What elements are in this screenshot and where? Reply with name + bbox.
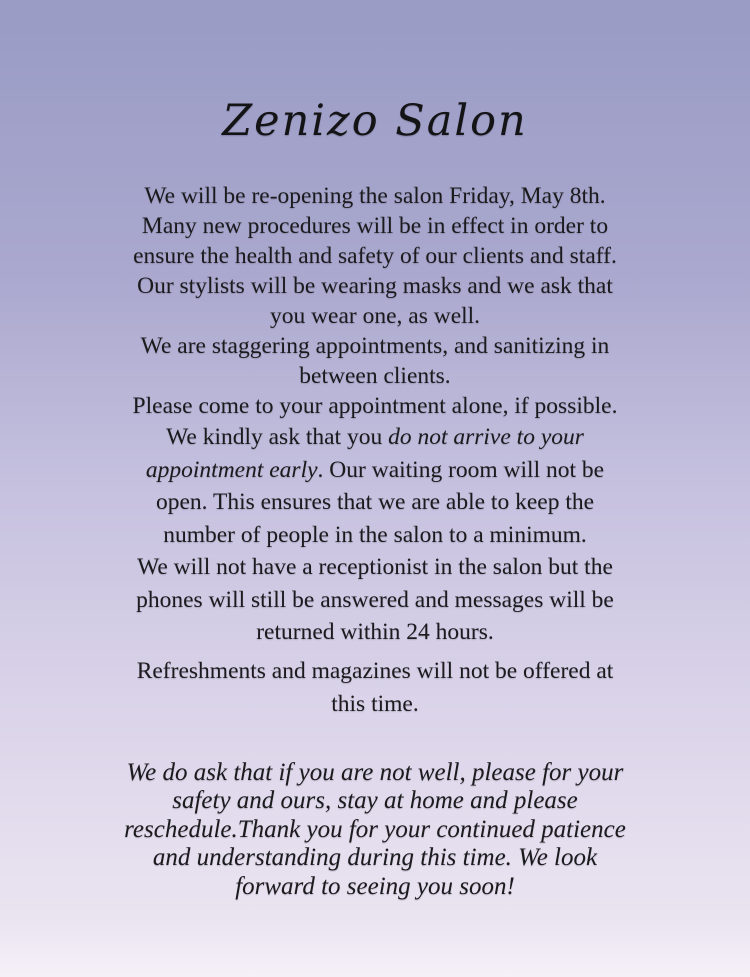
notice-line: [0, 873, 750, 902]
notice-line: [0, 616, 750, 649]
notice-text-segment: and understanding during this time. We look: [152, 844, 598, 871]
notice-text-segment: do not arrive to your: [388, 424, 584, 450]
notice-text-segment: Many new procedures will be in effect in order to: [141, 213, 609, 239]
notice-line: [0, 787, 750, 816]
notice-line: [0, 331, 750, 361]
notice-text-segment: Refreshments and magazines will not be offered at: [136, 657, 614, 684]
notice-line: [0, 759, 750, 788]
notice-line: [0, 454, 750, 487]
notice-text-segment: We kindly ask that you: [166, 424, 389, 450]
salon-title: Zenizo Salon: [222, 96, 528, 146]
notice-text-segment: between clients.: [299, 363, 451, 389]
notice-text-segment: Our stylists will be wearing masks and we ask that: [137, 273, 613, 299]
notice-line: [0, 361, 750, 391]
notice-paragraph-policies: [0, 421, 750, 649]
notice-line: [0, 391, 750, 421]
notice-line: [0, 301, 750, 331]
notice-line: [0, 271, 750, 301]
notice-text-segment: We do ask that if you are not well, please for your: [126, 758, 624, 786]
notice-text-segment: We are staggering appointments, and sanitizing in: [140, 333, 610, 359]
notice-paragraph-intro: [0, 181, 750, 421]
notice-text-segment: this time.: [331, 690, 419, 717]
notice-line: [0, 211, 750, 241]
notice-text-segment: forward to seeing you soon!: [235, 872, 515, 900]
notice-line: [0, 486, 750, 519]
notice-text-segment: We will be re-opening the salon Friday, May 8th.: [144, 183, 606, 209]
notice-text-segment: . Our waiting room will not be: [317, 456, 605, 483]
notice-line: [0, 551, 750, 584]
notice-line: [0, 688, 750, 721]
notice-text-segment: ensure the health and safety of our clients and staff.: [133, 243, 617, 269]
notice-text-segment: appointment early: [145, 456, 318, 483]
notice-line: [0, 584, 750, 617]
notice-line: [0, 519, 750, 552]
notice-text-segment: you wear one, as well.: [269, 303, 481, 329]
notice-text-segment: returned within 24 hours.: [256, 619, 494, 645]
notice-line: [0, 421, 750, 454]
notice-paragraph-amenities: [0, 655, 750, 721]
notice-line: [0, 241, 750, 271]
notice-text-segment: reschedule.Thank you for your continued patience: [124, 815, 626, 843]
notice-line: [0, 816, 750, 845]
notice-line: [0, 844, 750, 873]
notice-text-segment: Please come to your appointment alone, if possible.: [132, 393, 618, 419]
notice-text-segment: phones will still be answered and messages will be: [136, 586, 614, 613]
notice-paragraph-closing: [0, 759, 750, 902]
notice-body: [0, 181, 750, 901]
notice-text-segment: We will not have a receptionist in the salon but the: [137, 554, 613, 580]
notice-text-segment: open. This ensures that we are able to keep the: [155, 489, 595, 515]
notice-text-segment: safety and ours, stay at home and please: [172, 787, 578, 814]
notice-line: [0, 655, 750, 688]
notice-text-segment: number of people in the salon to a minimum.: [163, 521, 587, 548]
notice-line: [0, 181, 750, 211]
